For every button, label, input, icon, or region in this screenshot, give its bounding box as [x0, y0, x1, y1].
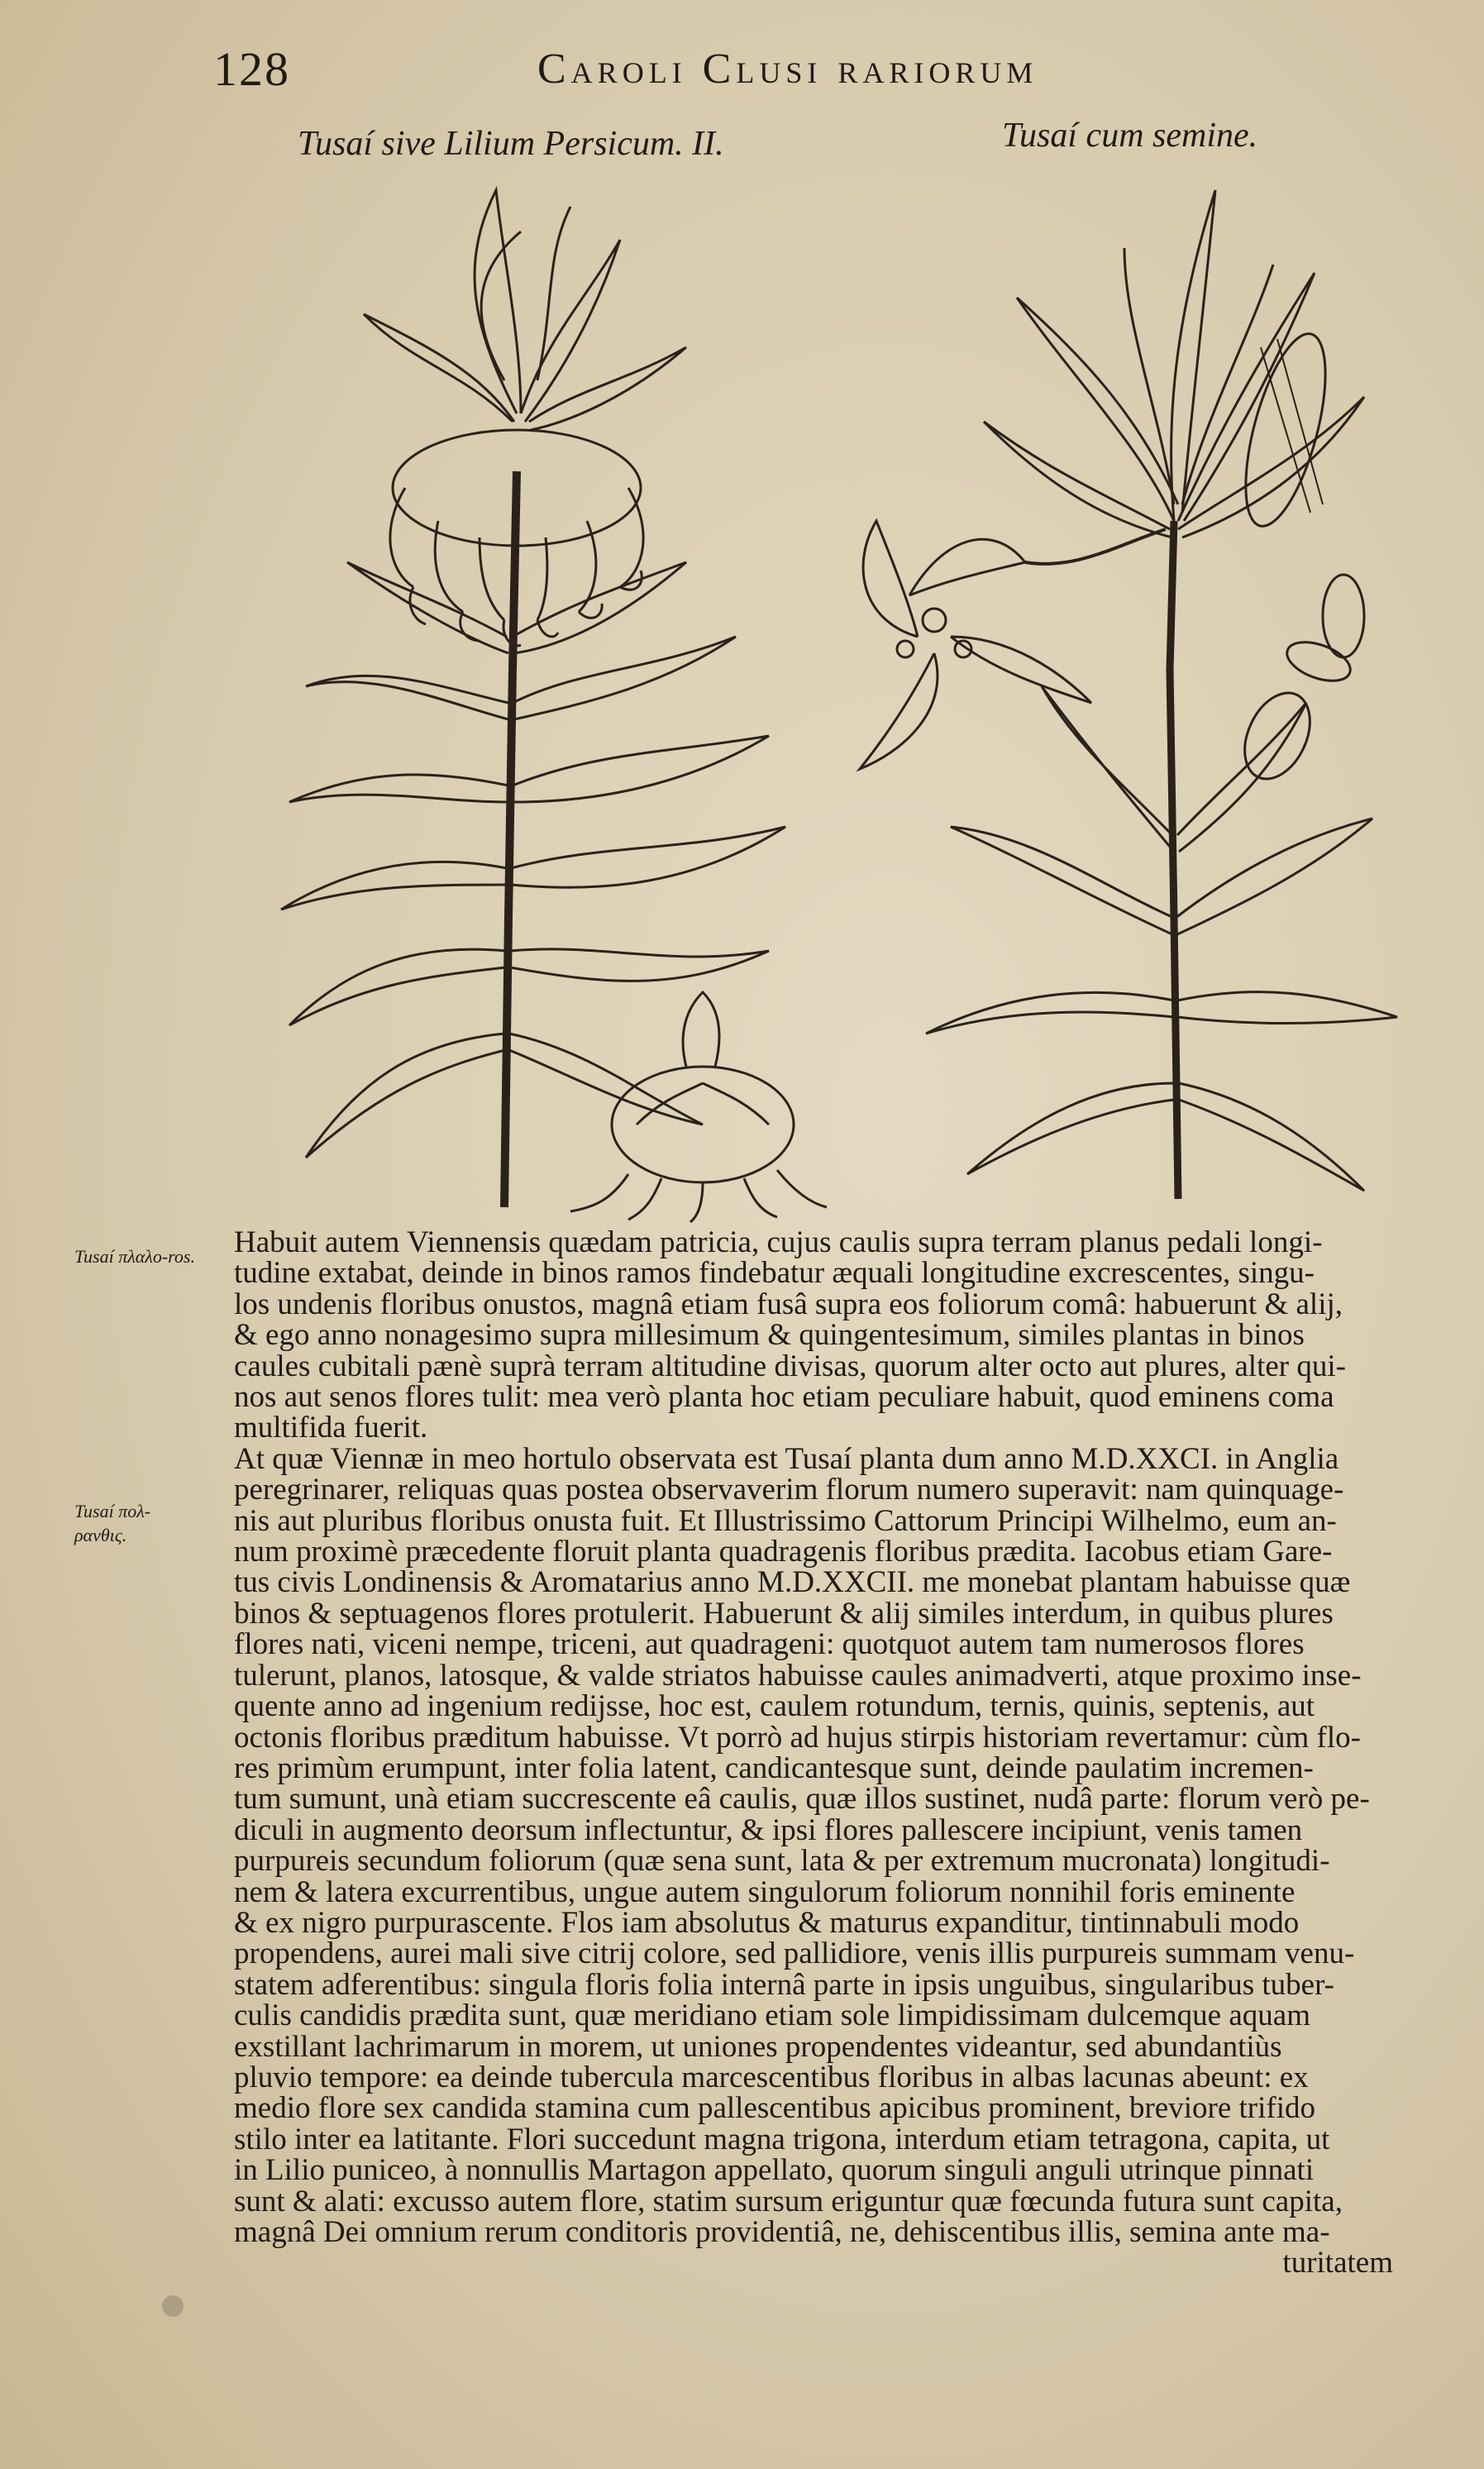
text-line: & ex nigro purpurascente. Flos iam absolutus & maturus expanditur, tintinnabuli modo: [234, 1905, 1300, 1940]
text-line: statem adferentibus: singula floris folia internâ parte in ipsis unguibus, singularibus tuber-: [234, 1967, 1334, 2002]
catchword: turitatem: [1282, 2246, 1393, 2280]
text-line: nis aut pluribus floribus onusta fuit. Et Illustrissimo Cattorum Principi Wilhelmo, eum an-: [234, 1503, 1337, 1538]
text-line: in Lilio puniceo, à nonnullis Martagon appellato, quorum singuli anguli utrinque pinnati: [234, 2153, 1315, 2188]
text-line: binos & septuagenos flores protulerit. Habuerunt & alij similes interdum, in quibus plures: [234, 1596, 1334, 1631]
text-line: Habuit autem Viennensis quædam patricia, cujus caulis supra terram planus pedali longi-: [234, 1225, 1323, 1259]
text-line: octonis floribus præditum habuisse. Vt porrò ad hujus stirpis historiam revertamur: cùm flo-: [234, 1720, 1361, 1755]
paragraph-1: [211, 1227, 1410, 1444]
margin-note-1: Tusaí πλαλο-ros.: [74, 1246, 195, 1267]
text-line: peregrinarer, reliquas quas postea observaverim florum numero superavit: nam quinquage-: [234, 1473, 1344, 1507]
text-line: sunt & alati: excusso autem flore, statim sursum eriguntur quæ fœcunda futura sunt capita,: [234, 2184, 1343, 2218]
text-line: propendens, aurei mali sive citrij colore, sed pallidiore, venis illis purpureis summam venu-: [234, 1937, 1355, 1971]
body-text: [211, 1227, 1410, 2279]
text-line: multifida fuerit.: [234, 1411, 428, 1445]
text-line: res primùm erumpunt, inter folia latent, candicantesque sunt, deinde paulatim incremen-: [234, 1750, 1314, 1785]
figure-caption-right: Tusaí cum semine.: [1002, 117, 1258, 155]
figure-caption-left: Tusaí sive Lilium Persicum. II.: [298, 125, 724, 163]
text-line: stilo inter ea latitante. Flori succedunt magna trigona, interdum etiam tetragona, capita, ut: [234, 2122, 1330, 2156]
ink-spot: [162, 2295, 184, 2317]
text-line: nem & latera excurrentibus, ungue autem singulorum foliorum nonnihil foris eminente: [234, 1874, 1296, 1909]
page-number: 128: [213, 42, 290, 96]
text-line: flores nati, viceni nempe, triceni, aut quadrageni: quotquot autem tam numerosos flores: [234, 1627, 1305, 1662]
text-line: At quæ Viennæ in meo hortulo observata est Tusaí planta dum anno M.D.XXCI. in Anglia: [234, 1441, 1339, 1476]
text-line: & ego anno nonagesimo supra millesimum & quingentesimum, similes plantas in binos: [234, 1318, 1305, 1353]
text-line: tus civis Londinensis & Aromatarius anno M.D.XXCII. me monebat plantam habuisse quæ: [234, 1565, 1351, 1600]
text-line: exstillant lachrimarum in morem, ut uniones propendentes videantur, sed abundantiùs: [234, 2029, 1282, 2064]
text-line: num proximè præcedente floruit planta quadragenis floribus prædita. Iacobus etiam Gare-: [234, 1535, 1333, 1569]
text-line: tulerunt, planos, latosque, & valde striatos habuisse caules animadverti, atque proximo inse-: [234, 1658, 1362, 1693]
text-line: diculi in augmento deorsum inflectuntur, & ipsi flores pallescere incipiunt, venis tamen: [234, 1812, 1303, 1847]
text-line: quente anno ad ingenium redijsse, hoc est, caulem rotundum, ternis, quinis, septenis, aut: [234, 1689, 1315, 1724]
text-line: tum sumunt, unà etiam succrescente eâ caulis, quæ illos sustinet, nudâ parte: florum verò pe-: [234, 1782, 1370, 1817]
text-line: medio flore sex candida stamina cum pallescentibus apicibus prominent, breviore trifido: [234, 2091, 1315, 2126]
woodcut-plant-with-seed: [827, 174, 1405, 1207]
text-line: purpureis secundum foliorum (quæ sena sunt, lata & per extremum mucronata) longitudi-: [234, 1844, 1330, 1879]
woodcut-crown-imperial: [273, 174, 835, 1224]
margin-note-2: Tusaí πολ-ρανθις.: [74, 1501, 151, 1545]
text-line: magnâ Dei omnium rerum conditoris providentiâ, ne, dehiscentibus illis, semina ante ma-: [234, 2215, 1330, 2249]
paragraph-2: [211, 1441, 1410, 2249]
text-line: tudine extabat, deinde in binos ramos findebatur æquali longitudine excrescentes, singu-: [234, 1256, 1315, 1291]
text-line: culis candidis prædita sunt, quæ meridiano etiam sole limpidissimam dulcemque aquam: [234, 1999, 1310, 2033]
running-title: Caroli Clusi rariorum: [537, 45, 1038, 93]
text-line: nos aut senos flores tulit: mea verò planta hoc etiam peculiare habuit, quod eminens coma: [234, 1380, 1334, 1415]
text-line: los undenis floribus onustos, magnâ etiam fusâ supra eos foliorum comâ: habuerunt & alij,: [234, 1287, 1343, 1321]
text-line: pluvio tempore: ea deinde tubercula marcescentibus floribus in albas lacunas abeunt: ex: [234, 2060, 1309, 2094]
text-line: caules cubitali pænè suprà terram altitudine divisas, quorum alter octo aut plures, alter qui-: [234, 1349, 1346, 1383]
